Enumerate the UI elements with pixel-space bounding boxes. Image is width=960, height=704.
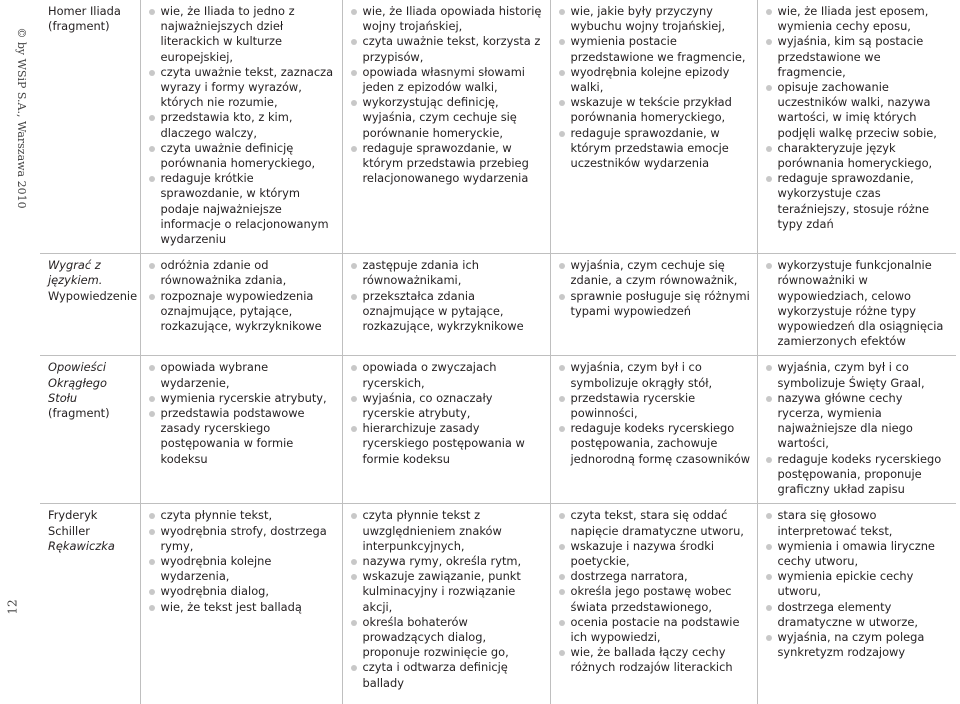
requirements-list [351,258,544,334]
list-item: wyjaśnia, na czym polega synkretyzm rodzajowy [766,630,951,660]
list-item: opowiada własnymi słowami jeden z epizodów walki, [351,65,544,95]
requirements-list [559,360,751,466]
list-item: wie, że ballada łączy cechy różnych rodzajów literackich [559,645,751,675]
list-item: wie, jakie były przyczyny wybuchu wojny trojańskiej, [559,4,751,34]
list-item: przekształca zdania oznajmujące w pytające, rozkazujące, wykrzyknikowe [351,289,544,335]
list-item: wyjaśnia, czym cechuje się zdanie, a czym równoważnik, [559,258,751,288]
list-item: redaguje kodeks rycerskiego postępowania, proponuje graficzny układ zapisu [766,452,951,498]
list-item: opisuje zachowanie uczestników walki, nazywa wartości, w imię których podjęli walkę przeciw sobie, [766,80,951,141]
list-item: stara się głosowo interpretować tekst, [766,508,951,538]
requirements-cell [757,356,956,504]
list-item: odróżnia zdanie od równoważnika zdania, [149,258,336,288]
list-item: określa jego postawę wobec świata przedstawionego, [559,584,751,614]
list-item: przedstawia podstawowe zasady rycerskiego postępowania w formie kodeksu [149,406,336,467]
requirements-cell [757,504,956,704]
requirements-cell [550,356,757,504]
requirements-list [149,258,336,334]
page-number: 12 [5,599,20,615]
list-item: opowiada wybrane wydarzenie, [149,360,336,390]
list-item: dostrzega narratora, [559,569,751,584]
table-row [40,0,956,254]
list-item: redaguje kodeks rycerskiego postępowania, zachowuje jednorodną formę czasowników [559,421,751,467]
list-item: wie, że Iliada jest eposem, wymienia cechy eposu, [766,4,951,34]
requirements-list [766,4,951,232]
list-item: wyjaśnia, czym był i co symbolizuje Święty Graal, [766,360,951,390]
requirements-list [766,508,951,660]
list-item: czyta uważnie tekst, zaznacza wyrazy i formy wyrazów, których nie rozumie, [149,65,336,111]
page-margin [0,0,36,629]
list-item: wie, że Iliada to jedno z najważniejszych dzieł literackich w kulturze europejskiej, [149,4,336,65]
list-item: sprawnie posługuje się różnymi typami wypowiedzeń [559,289,751,319]
list-item: wyodrębnia strofy, dostrzega rymy, [149,524,336,554]
requirements-cell [342,0,550,254]
requirements-table [40,0,956,704]
topic-title: Wygrać z językiem. [48,258,103,288]
table-row [40,254,956,356]
topic-title: Homer Iliada [48,4,121,18]
list-item: redaguje sprawozdanie, w którym przedstawia przebieg relacjonowanego wydarzenia [351,141,544,187]
topic-subtitle: Rękawiczka [48,538,115,553]
requirements-cell [140,0,342,254]
requirements-cell [550,254,757,356]
requirements-cell [550,0,757,254]
requirements-list [559,4,751,171]
list-item: nazywa główne cechy rycerza, wymienia najważniejsze dla niego wartości, [766,391,951,452]
list-item: przedstawia kto, z kim, dlaczego walczy, [149,110,336,140]
list-item: ocenia postacie na podstawie ich wypowiedzi, [559,615,751,645]
requirements-list [149,4,336,247]
list-item: wykorzystuje funkcjonalnie równoważniki w wypowiedziach, celowo wykorzystuje różne typy wypowiedzeń dla osiągnięcia zamierzonych efektów [766,258,951,349]
list-item: określa bohaterów prowadzących dialog, proponuje rozwinięcie go, [351,615,544,661]
list-item: redaguje krótkie sprawozdanie, w którym podaje najważniejsze informacje o relacjonowanym wydarzeniu [149,171,336,247]
list-item: nazywa rymy, określa rytm, [351,554,544,569]
list-item: wykorzystując definicję, wyjaśnia, czym cechuje się porównanie homeryckie, [351,95,544,141]
list-item: wyodrębnia dialog, [149,584,336,599]
requirements-cell [140,504,342,704]
requirements-cell [342,254,550,356]
topic-title: Opowieści Okrągłego Stołu [48,360,107,405]
requirements-list [149,360,336,466]
list-item: rozpoznaje wypowiedzenia oznajmujące, pytające, rozkazujące, wykrzyknikowe [149,289,336,335]
table-row [40,356,956,504]
requirements-cell [757,254,956,356]
requirements-list [559,258,751,319]
list-item: wskazuje w tekście przykład porównania homeryckiego, [559,95,751,125]
list-item: wie, że Iliada opowiada historię wojny trojańskiej, [351,4,544,34]
requirements-cell [342,504,550,704]
requirements-cell [757,0,956,254]
topic-cell [40,0,140,254]
list-item: wskazuje i nazywa środki poetyckie, [559,539,751,569]
requirements-list [766,258,951,349]
list-item: hierarchizuje zasady rycerskiego postępowania w formie kodeksu [351,421,544,467]
requirements-list [149,508,336,614]
list-item: czyta płynnie tekst z uwzględnieniem znaków interpunkcyjnych, [351,508,544,554]
list-item: wymienia epickie cechy utworu, [766,569,951,599]
list-item: redaguje sprawozdanie, wykorzystuje czas teraźniejszy, stosuje różne typy zdań [766,171,951,232]
topic-subtitle: (fragment) [48,406,110,421]
list-item: wymienia rycerskie atrybuty, [149,391,336,406]
list-item: wymienia postacie przedstawione we fragmencie, [559,34,751,64]
topic-cell [40,504,140,704]
list-item: opowiada o zwyczajach rycerskich, [351,360,544,390]
requirements-cell [550,504,757,704]
copyright-note: © by WSiP S.A., Warszawa 2010 [15,27,28,209]
list-item: wyjaśnia, co oznaczały rycerskie atrybuty, [351,391,544,421]
requirements-list [351,4,544,186]
list-item: wyodrębnia kolejne epizody walki, [559,65,751,95]
table-row [40,504,956,704]
list-item: czyta uważnie tekst, korzysta z przypisów, [351,34,544,64]
list-item: czyta i odtwarza definicję ballady [351,660,544,690]
requirements-cell [140,254,342,356]
list-item: czyta uważnie definicję porównania homeryckiego, [149,141,336,171]
topic-title: Fryderyk Schiller [48,508,98,538]
list-item: redaguje sprawozdanie, w którym przedstawia emocje uczestników wydarzenia [559,126,751,172]
list-item: wymienia i omawia liryczne cechy utworu, [766,539,951,569]
list-item: charakteryzuje język porównania homeryckiego, [766,141,951,171]
list-item: wyjaśnia, czym był i co symbolizuje okrągły stół, [559,360,751,390]
requirements-list [351,508,544,690]
list-item: czyta płynnie tekst, [149,508,336,523]
requirements-list [766,360,951,497]
list-item: zastępuje zdania ich równoważnikami, [351,258,544,288]
requirements-cell [342,356,550,504]
topic-cell [40,254,140,356]
list-item: czyta tekst, stara się oddać napięcie dramatyczne utworu, [559,508,751,538]
list-item: przedstawia rycerskie powinności, [559,391,751,421]
list-item: dostrzega elementy dramatyczne w utworze, [766,600,951,630]
topic-subtitle: Wypowiedzenie [48,288,138,303]
topic-cell [40,356,140,504]
list-item: wie, że tekst jest balladą [149,600,336,615]
list-item: wskazuje zawiązanie, punkt kulminacyjny i rozwiązanie akcji, [351,569,544,615]
requirements-cell [140,356,342,504]
requirements-list [351,360,544,466]
topic-subtitle: (fragment) [48,19,110,34]
list-item: wyodrębnia kolejne wydarzenia, [149,554,336,584]
requirements-list [559,508,751,675]
list-item: wyjaśnia, kim są postacie przedstawione we fragmencie, [766,34,951,80]
